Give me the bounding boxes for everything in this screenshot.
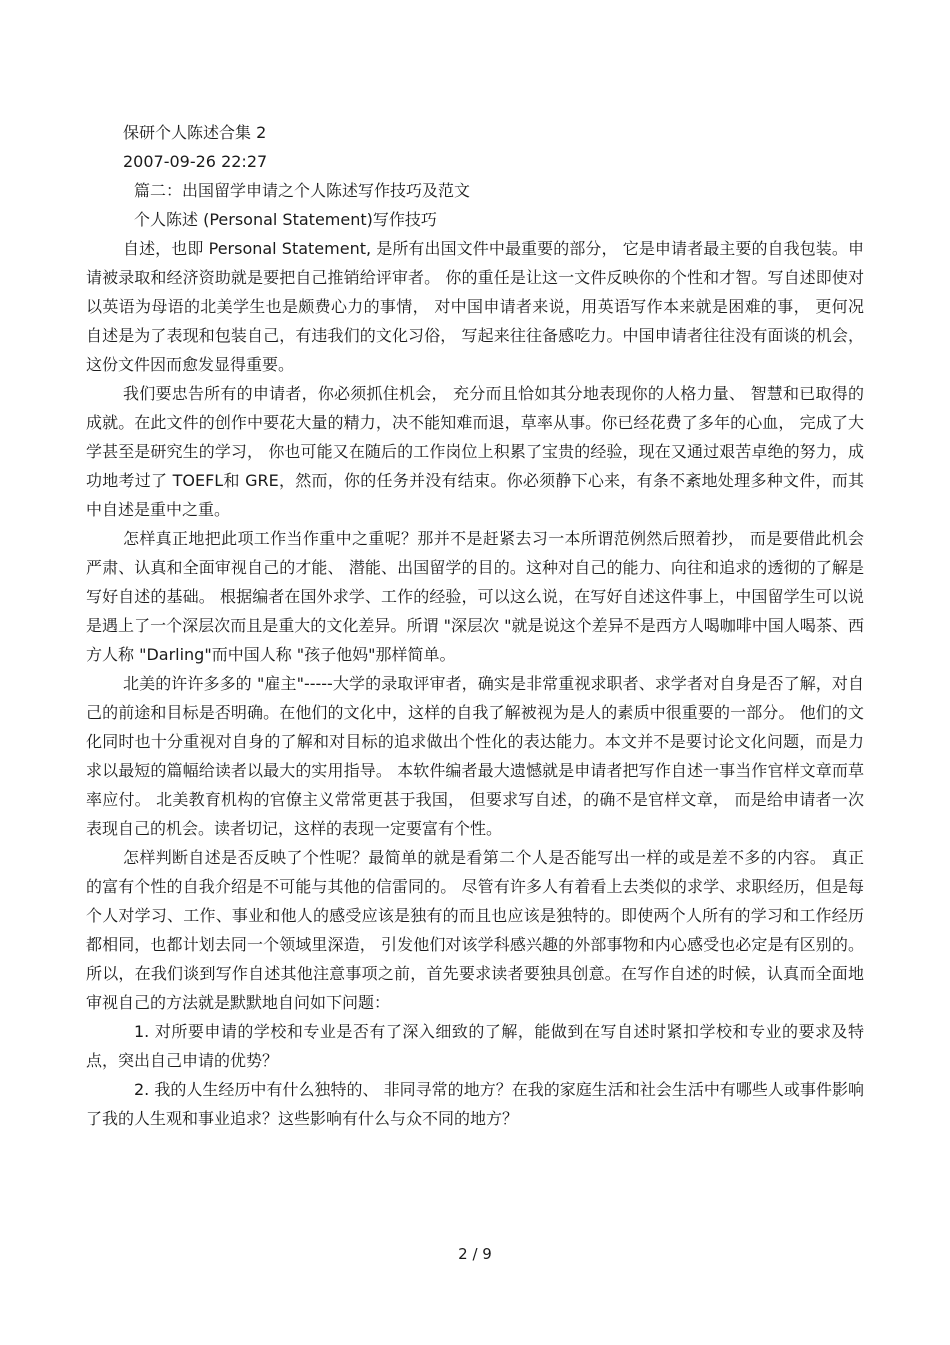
document-title: 保研个人陈述合集 2 xyxy=(123,123,267,142)
body-paragraph: 自述，也即 Personal Statement, 是所有出国文件中最重要的部分， 它是申请者最主要的自我包装。申请被录取和经济资助就是要把自己推销给评审者。 你的重任是让这一文件反映你的个性和才智。写自述即使对以英语为母语的北美学生也是颇费心力的事情， 对中国申请者来说，用英语写作本来就是困难的事， 更何况自述是为了表现和包装自己，有违我们的文化习俗， 写起来往往备感吃力。中国申请者往往没有面谈的机会，这份文件因而愈发显得重要。 xyxy=(86,239,864,374)
document-content xyxy=(86,118,864,1133)
section-heading: 个人陈述 (Personal Statement)写作技巧 xyxy=(134,210,437,229)
body-paragraph: 怎样真正地把此项工作当作重中之重呢？那并不是赶紧去习一本所谓范例然后照着抄， 而是要借此机会严肃、认真和全面审视自己的才能、 潜能、出国留学的目的。这种对自己的能力、向往和追求的透彻的了解是写好自述的基础。 根据编者在国外求学、工作的经验，可以这么说，在写好自述这件事上，中国留学生可以说是遇上了一个深层次而且是重大的文化差异。所谓 "深层次 "就是说这个差异不是西方人喝咖啡中国人喝茶、西方人称 "Darling"而中国人称 "孩子他妈"那样简单。 xyxy=(86,529,864,664)
page-number: 2 / 9 xyxy=(458,1245,492,1263)
body-paragraph: 北美的许许多多的 "雇主"-----大学的录取评审者，确实是非常重视求职者、求学者对自身是否了解，对自己的前途和目标是否明确。在他们的文化中，这样的自我了解被视为是人的素质中很重要的一部分。 他们的文化同时也十分重视对自身的了解和对目标的追求做出个性化的表达能力。本文并不是要讨论文化问题，而是力求以最短的篇幅给读者以最大的实用指导。 本软件编者最大遗憾就是申请者把写作自述一事当作官样文章而草率应付。 北美教育机构的官僚主义常常更甚于我国， 但要求写自述，的确不是官样文章， 而是给申请者一次表现自己的机会。读者切记，这样的表现一定要富有个性。 xyxy=(86,674,864,838)
body-paragraph: 怎样判断自述是否反映了个性呢？最简单的就是看第二个人是否能写出一样的或是差不多的内容。 真正的富有个性的自我介绍是不可能与其他的信雷同的。 尽管有许多人有着看上去类似的求学、求职经历，但是每个人对学习、工作、事业和他人的感受应该是独有的而且也应该是独特的。即使两个人所有的学习和工作经历都相同，也都计划去同一个领域里深造， 引发他们对该学科感兴趣的外部事物和内心感受也必定是有区别的。 所以，在我们谈到写作自述其他注意事项之前，首先要求读者要独具创意。在写作自述的时候，认真而全面地审视自己的方法就是默默地自问如下问题： xyxy=(86,848,864,1012)
question-item: 1. 对所要申请的学校和专业是否有了深入细致的了解，能做到在写自述时紧扣学校和专业的要求及特点，突出自己申请的优势？ xyxy=(86,1022,864,1070)
body-paragraph: 我们要忠告所有的申请者，你必须抓住机会， 充分而且恰如其分地表现你的人格力量、 智慧和已取得的成就。在此文件的创作中要花大量的精力，决不能知难而退，草率从事。你已经花费了多年的心血， 完成了大学甚至是研究生的学习， 你也可能又在随后的工作岗位上积累了宝贵的经验，现在又通过艰苦卓绝的努力，成功地考过了 TOEFL和 GRE，然而，你的任务并没有结束。你必须静下心来，有条不紊地处理多种文件，而其中自述是重中之重。 xyxy=(86,384,864,519)
chapter-heading: 篇二：出国留学申请之个人陈述写作技巧及范文 xyxy=(134,181,471,200)
document-datetime: 2007-09-26 22:27 xyxy=(123,152,268,171)
question-item: 2. 我的人生经历中有什么独特的、 非同寻常的地方？在我的家庭生活和社会生活中有哪些人或事件影响了我的人生观和事业追求？这些影响有什么与众不同的地方？ xyxy=(86,1080,864,1128)
